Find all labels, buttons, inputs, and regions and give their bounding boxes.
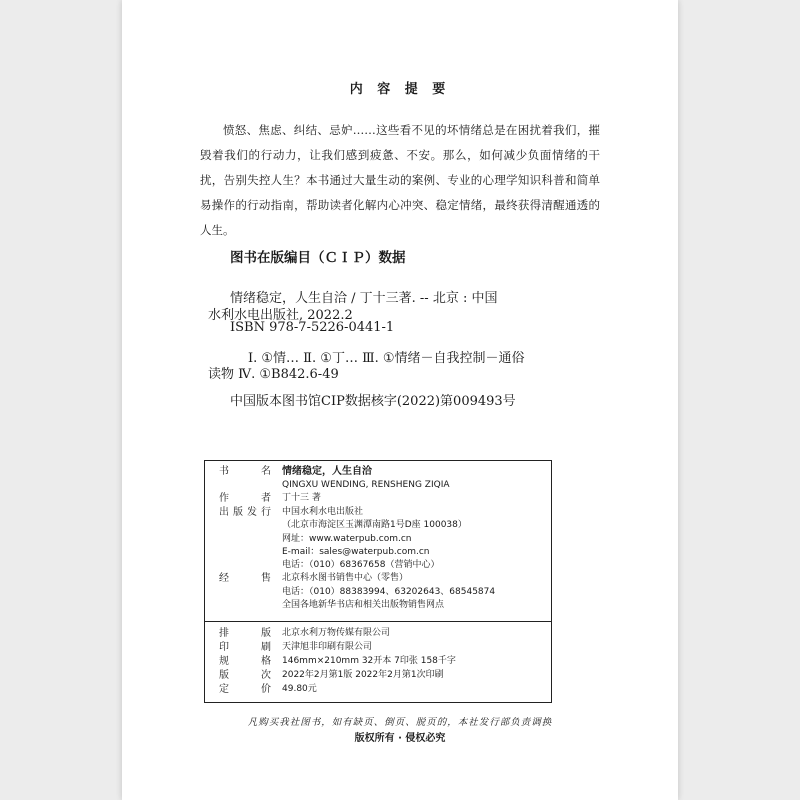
book-edition: 2022年2月第1版 2022年2月第1次印刷: [282, 670, 444, 680]
label-title: 书名: [219, 466, 271, 477]
book-title-pinyin: QINGXU WENDING, RENSHENG ZIQIA: [282, 480, 450, 490]
cip-line-2: 水利水电出版社, 2022.2: [208, 308, 353, 323]
publisher-website: 网址：www.waterpub.com.cn: [282, 534, 412, 544]
cip-line-5: 读物 Ⅳ. ①B842.6-49: [208, 367, 339, 382]
book-info-box: [204, 460, 552, 703]
summary-title: 内 容 提 要: [349, 82, 451, 97]
cip-line-1: 情绪稳定，人生自洽 / 丁十三著. -- 北京 : 中国: [230, 291, 498, 306]
cip-heading: 图书在版编目（ＣＩＰ）数据: [230, 250, 406, 266]
distributor-note: 全国各地新华书店和相关出版物销售网点: [282, 600, 445, 610]
book-distributor: 北京科水图书销售中心（零售）: [282, 573, 409, 583]
book-printing: 天津旭非印刷有限公司: [282, 642, 373, 652]
label-typesetting: 排版: [219, 628, 271, 639]
distributor-phone: 电话：（010）88383994、63202643、68545874: [282, 587, 496, 597]
label-publisher: 出版发行: [219, 507, 271, 518]
cip-line-4: Ⅰ. ①情… Ⅱ. ①丁… Ⅲ. ①情绪－自我控制－通俗: [248, 351, 525, 366]
publisher-email: E-mail：sales@waterpub.com.cn: [282, 547, 430, 557]
cip-number: 中国版本图书馆CIP数据核字(2022)第009493号: [230, 394, 516, 409]
copyright-notice: 版权所有 · 侵权必究: [354, 733, 446, 744]
summary-text: [200, 118, 600, 243]
book-typesetting: 北京水利万物传媒有限公司: [282, 628, 391, 638]
label-edition: 版次: [219, 670, 271, 681]
label-price: 定价: [219, 684, 271, 695]
summary-paragraph: 愤怒、焦虑、纠结、忌妒……这些看不见的坏情绪总是在困扰着我们，摧毁着我们的行动力，让我们感到疲惫、不安。那么，如何减少负面情绪的干扰，告别失控人生？本书通过大量生动的案例、专业的心理学知识科普和简单易操作的行动指南，帮助读者化解内心冲突、稳定情绪，最终获得清醒通透的人生。: [200, 123, 600, 237]
label-spec: 规格: [219, 656, 271, 667]
book-title: 情绪稳定，人生自洽: [282, 466, 372, 477]
book-author: 丁十三 著: [282, 493, 321, 503]
label-distributor: 经售: [219, 573, 271, 584]
label-author: 作者: [219, 493, 271, 504]
publisher-phone: 电话：（010）68367658（营销中心）: [282, 560, 440, 570]
book-publisher: 中国水利水电出版社: [282, 507, 364, 517]
cip-isbn: ISBN 978-7-5226-0441-1: [230, 320, 395, 335]
label-printing: 印刷: [219, 642, 271, 653]
book-copyright-page: [122, 0, 678, 800]
book-price: 49.80元: [282, 684, 317, 694]
box-divider: [205, 621, 551, 622]
publisher-address: （北京市海淀区玉渊潭南路1号D座 100038）: [282, 520, 467, 530]
replacement-notice: 凡购买我社图书，如有缺页、倒页、脱页的，本社发行部负责调换: [247, 717, 553, 728]
book-spec: 146mm×210mm 32开本 7印张 158千字: [282, 656, 456, 666]
